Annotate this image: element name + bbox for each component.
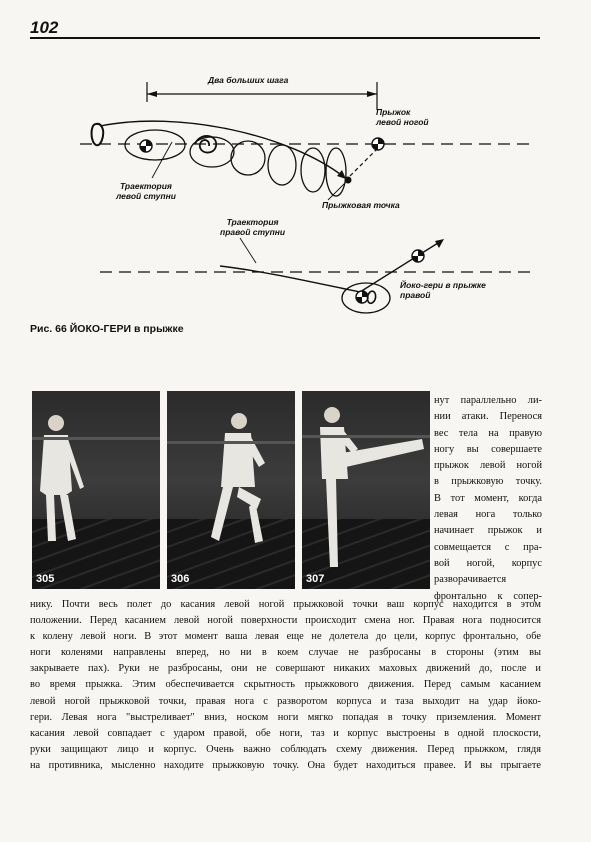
text-line: руки защищают лицо и корпус. Очень важно соблюдать схему движения. Перед прыжком, глядя — [30, 743, 541, 755]
text-line: фронтально к сопер- — [434, 590, 542, 602]
text-line: В тот момент, когда — [434, 492, 542, 504]
fighter-standing-icon — [32, 391, 160, 589]
text-line: левой ногой прыжковой точки, правая нога с разворотом корпуса и таза выходит на удар йоко- — [30, 695, 541, 707]
text-line: нут параллельно ли- — [434, 395, 542, 406]
dimension-arrow-right — [367, 91, 377, 97]
photo-306 — [167, 391, 295, 589]
label-two-steps: Два больших шага — [208, 75, 289, 85]
text-line: начинает прыжок и — [434, 525, 542, 537]
text-line: совмещается с пра- — [434, 541, 542, 553]
fighter-side-kick-icon — [302, 391, 430, 589]
text-line: нии атаки. Перенося — [434, 411, 542, 423]
text-line: ноги коленями направлены вперед, но ни в коем случае не разбросаны в стороны (этим вы — [30, 647, 541, 659]
start-ellipse — [125, 130, 185, 160]
page-number: 102 — [30, 18, 59, 37]
label-right-foot-path: Траектория правой ступни — [220, 217, 286, 237]
photo-label: 305 — [36, 573, 55, 585]
photo-307 — [302, 391, 430, 589]
side-text-column — [434, 393, 542, 605]
photo-305 — [32, 391, 160, 589]
text-line: положении. Перед касанием левой ногой поверхности происходит смена ног. Правая нога подносится — [30, 615, 541, 627]
label-left-foot-path: Траектория левой ступни — [116, 181, 176, 201]
rotation-ellipse-4 — [301, 148, 325, 192]
text-line: прыжок левой ногой — [434, 460, 542, 472]
left-foot-trajectory — [100, 121, 344, 177]
text-line: гери. Левая нога "выстреливает" вниз, носком ноги мягко попадая в точку приземления. Момент — [30, 711, 541, 723]
photo-label: 307 — [306, 573, 325, 585]
text-line: левая нога только — [434, 509, 542, 521]
photo-strip — [32, 391, 430, 589]
label-yoko-jump: Йоко-гери в прыжке правой — [400, 280, 486, 300]
header-rule — [30, 37, 540, 39]
text-line: к колену левой ноги. В этот момент ваша левая еще не долетела до цели, корпус фронтально, обе — [30, 631, 541, 643]
label-jump-point: Прыжковая точка — [322, 200, 400, 210]
text-line: на противника, мысленно находите прыжковую точку. Она будет находиться правее. И вы прыгаете — [30, 759, 541, 771]
text-line: ногу вы совершаете — [434, 443, 542, 455]
figure-caption: Рис. 66 ЙОКО-ГЕРИ в прыжке — [30, 323, 184, 335]
text-line: закрываете пах). Руки не разбросаны, они не совершают никаких маховых движений до, после и — [30, 663, 541, 675]
rotation-ellipse-3 — [268, 145, 296, 185]
fighter-knee-raise-icon — [167, 391, 295, 589]
text-line: разворачивается — [434, 574, 507, 586]
right-foot-trajectory — [220, 266, 360, 292]
dimension-arrow-left — [147, 91, 157, 97]
jump-dash — [350, 148, 378, 176]
right-foot-pointer — [240, 238, 256, 263]
text-line: нику. Почти весь полет до касания левой ногой прыжковой точки ваш корпус находится в этом — [30, 599, 541, 610]
left-foot-outline — [92, 124, 104, 145]
rotation-ellipse-2 — [231, 141, 265, 175]
text-line: в прыжковую точку. — [434, 476, 542, 488]
movement-diagram — [60, 60, 540, 330]
label-jump-left: Прыжок левой ногой — [376, 107, 429, 127]
jump-point — [345, 177, 352, 184]
text-line: вес тела на правую — [434, 427, 542, 439]
text-line: вой ногой, корпус — [434, 557, 542, 569]
text-line: во время прыжка. Этим обеспечивается скрытность прыжкового движения. Перед самым касанием — [30, 679, 541, 691]
trajectory-arrow — [337, 170, 346, 179]
landing-foot — [368, 291, 376, 303]
body-text — [30, 597, 541, 774]
photo-label: 306 — [171, 573, 190, 585]
text-line: касания левой совпадает с ударом правой, обе ноги, таз и корпус выстроены в одной плоскости, — [30, 727, 541, 739]
